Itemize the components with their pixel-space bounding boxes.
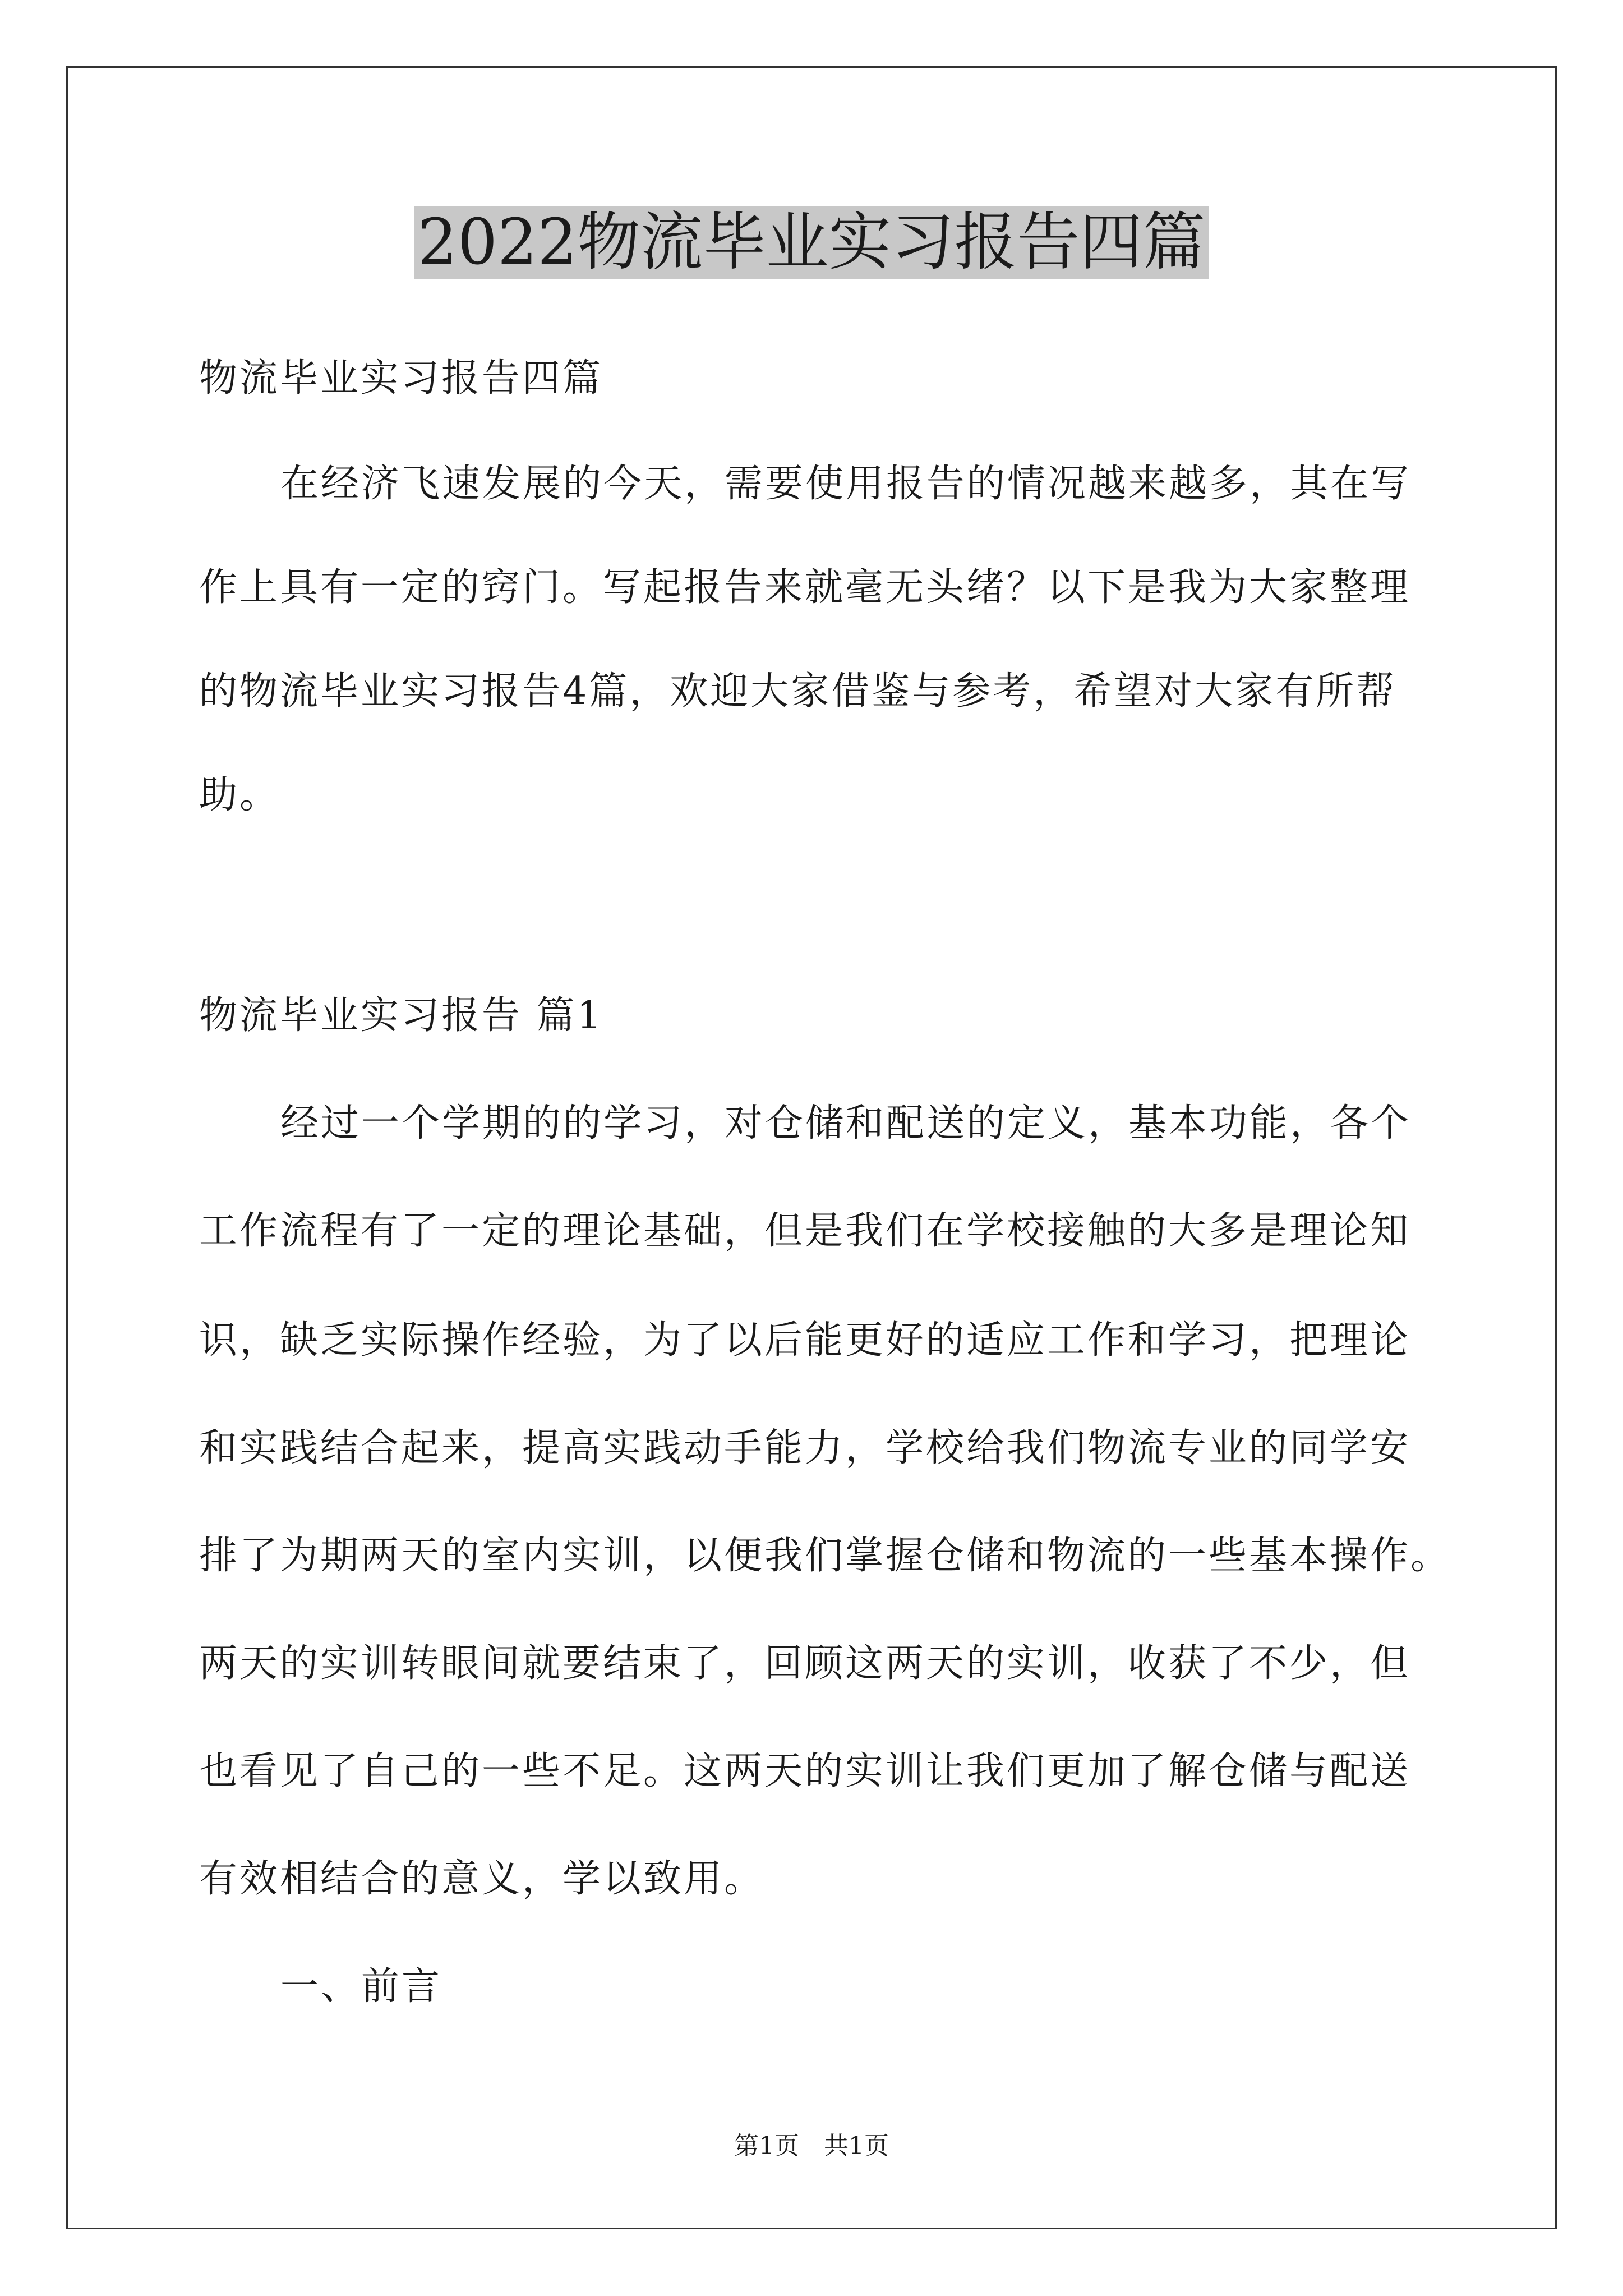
intro-line: 的物流毕业实习报告4篇，欢迎大家借鉴与参考，希望对大家有所帮: [199, 669, 1397, 714]
page-footer: 第1页 共1页: [734, 2132, 889, 2160]
body-line: 识，缺乏实际操作经验，为了以后能更好的适应工作和学习，把理论: [199, 1318, 1411, 1363]
body-line: 有效相结合的意义，学以致用。: [199, 1857, 765, 1901]
intro-line: 助。: [199, 773, 280, 817]
body-line: 经过一个学期的的学习，对仓储和配送的定义，基本功能，各个: [280, 1101, 1412, 1145]
section-heading: 物流毕业实习报告 篇1: [199, 993, 603, 1038]
body-line: 和实践结合起来，提高实践动手能力，学校给我们物流专业的同学安: [199, 1426, 1411, 1470]
body-line: 排了为期两天的室内实训，以便我们掌握仓储和物流的一些基本操作。: [199, 1534, 1451, 1578]
body-line: 工作流程有了一定的理论基础，但是我们在学校接触的大多是理论知: [199, 1209, 1411, 1253]
document-title: [0, 203, 1623, 282]
intro-line: 在经济飞速发展的今天，需要使用报告的情况越来越多，其在写: [280, 462, 1412, 506]
body-line: 两天的实训转眼间就要结束了，回顾这两天的实训，收获了不少，但: [199, 1641, 1411, 1686]
intro-line: 作上具有一定的窍门。写起报告来就毫无头绪？以下是我为大家整理: [199, 565, 1411, 610]
document-title-text: 2022物流毕业实习报告四篇: [414, 206, 1209, 279]
subheading: 一、前言: [280, 1964, 442, 2009]
body-line: 也看见了自己的一些不足。这两天的实训让我们更加了解仓储与配送: [199, 1749, 1411, 1793]
document-subtitle: 物流毕业实习报告四篇: [199, 356, 603, 401]
